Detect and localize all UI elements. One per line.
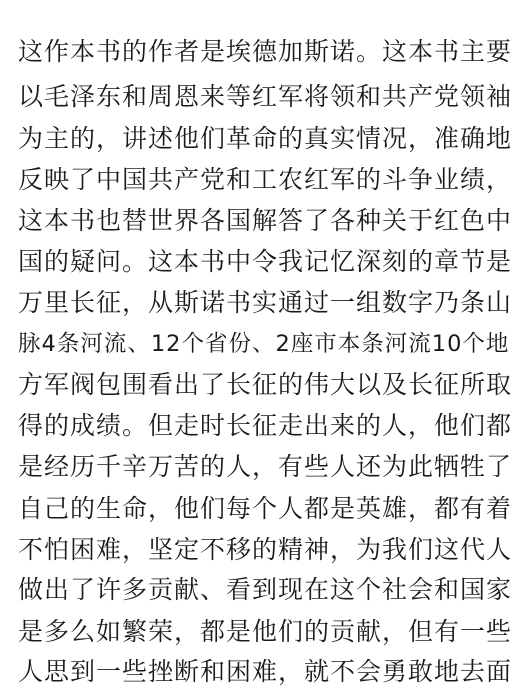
text-line: 自己的生命，他们每个人都是英雄，都有着 [18, 494, 513, 523]
text-line: 是经历千辛万苦的人，有些人还为此牺牲了 [18, 452, 513, 481]
text-line: 万里长征，从斯诺书实通过一组数字乃条山 [18, 288, 513, 317]
text-line: 方军阀包围看出了长征的伟大以及长征所取 [18, 370, 513, 399]
text-line: 不怕困难，坚定不移的精神，为我们这代人 [18, 535, 513, 564]
text-line: 做出了许多贡献、看到现在这个社会和国家 [18, 575, 513, 604]
text-line: 是多么如繁荣，都是他们的贡献，但有一些 [18, 617, 513, 646]
text-line: 脉4条河流、12个省份、2座市本条河流10个地 [18, 331, 510, 357]
text-line: 以毛泽东和周恩来等红军将领和共产党领袖 [18, 82, 513, 111]
text-line: 得的成绩。但走时长征走出来的人，他们都 [18, 411, 513, 440]
text-line: 这作本书的作者是埃德加斯诺。这本书主要 [18, 37, 513, 66]
text-line: 人思到一些挫断和困难，就不会勇敢地去面 [18, 657, 513, 685]
text-line: 这本书也替世界各国解答了各种关于红色中 [18, 206, 513, 235]
text-line: 国的疑问。这本书中令我记忆深刻的章节是 [18, 247, 513, 276]
text-line: 反映了中国共产党和工农红军的斗争业绩， [18, 165, 513, 194]
text-line: 为主的，讲述他们革命的真实情况，准确地 [18, 124, 513, 153]
